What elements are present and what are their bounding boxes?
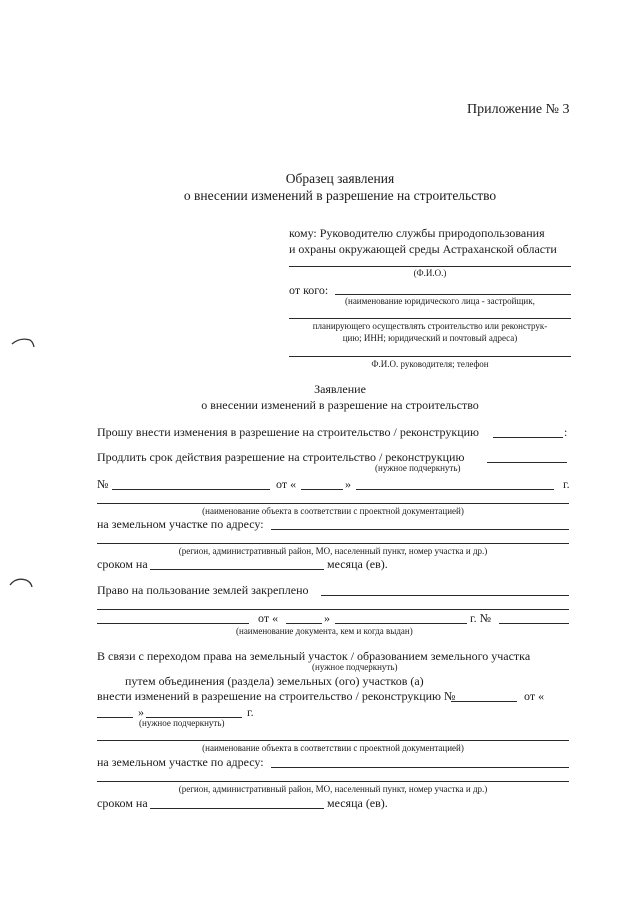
scan-mark-2 [8, 575, 34, 589]
doc-year-number-label: г. № [470, 611, 492, 625]
document-subtitle: о внесении изменений в разрешение на строительство [183, 188, 497, 203]
plot-address-label: на земельном участке по адресу: [97, 517, 264, 531]
fio-caption: (Ф.И.О.) [413, 268, 447, 278]
underline-hint-2: (нужное подчеркнуть) [312, 662, 398, 672]
amend-year-label: г. [247, 705, 254, 719]
annex-label: Приложение № 3 [467, 102, 570, 117]
land-right-field-line [321, 595, 569, 596]
doc-month-field-line [335, 623, 467, 624]
document-title: Образец заявления [285, 171, 395, 186]
document-caption: (наименование документа, кем и когда выдан) [236, 626, 413, 636]
statement-subheading: о внесении изменений в разрешение на строительство [201, 398, 479, 412]
addressee-line2: и охраны окружающей среды Астраханской области [289, 242, 557, 256]
doc-number-field-line [499, 623, 569, 624]
day-field-line [301, 489, 343, 490]
number-field-line [112, 489, 270, 490]
amend-day-field-line [97, 717, 133, 718]
object-caption-1: (наименование объекта в соответствии с проектной документацией) [202, 506, 464, 516]
transfer-text: В связи с переходом права на земельный участок / образованием земельного участка [97, 649, 531, 663]
object-field-line-2 [97, 740, 569, 741]
ask-field-line [493, 437, 563, 438]
scan-mark-1 [10, 335, 36, 349]
date-open-quote: от « [276, 477, 297, 491]
from-caption-3: цию; ИНН; юридический и почтовый адреса) [342, 333, 518, 343]
ask-colon: : [564, 425, 568, 439]
region-caption-2: (регион, административный район, МО, населенный пункт, номер участка и др.) [178, 784, 488, 794]
months-label: месяца (ев). [327, 557, 388, 571]
months-label-2: месяца (ев). [327, 796, 388, 810]
term-field-line [150, 569, 324, 570]
month-field-line [356, 489, 554, 490]
amend-date-open-quote: от « [524, 689, 545, 703]
document-name-field-line [97, 623, 249, 624]
extend-field-line [487, 462, 567, 463]
from-caption-2: планирующего осуществлять строительство или реконструк- [312, 321, 548, 331]
term-label: сроком на [97, 557, 148, 571]
term2-field-line [150, 808, 324, 809]
ask-text: Прошу внести изменения в разрешение на строительство / реконструкцию [97, 425, 480, 439]
plot-address2-field-line [271, 767, 569, 768]
head-caption: Ф.И.О. руководителя; телефон [371, 359, 489, 369]
fio-field-line [289, 266, 571, 267]
plot-address-label-2: на земельном участке по адресу: [97, 755, 264, 769]
extend-text: Продлить срок действия разрешение на строительство / реконструкцию [97, 450, 465, 464]
plot-address-field-line [271, 529, 569, 530]
underline-hint-1: (нужное подчеркнуть) [375, 463, 461, 473]
object-field-line-1 [97, 503, 569, 504]
term-label-2: сроком на [97, 796, 148, 810]
addressee-line1: кому: Руководителю службы природопользования [289, 226, 545, 240]
statement-heading: Заявление [314, 382, 366, 396]
land-right-text: Право на пользование землей закреплено [97, 583, 309, 597]
object-caption-2: (наименование объекта в соответствии с проектной документацией) [202, 743, 464, 753]
doc-day-field-line [286, 623, 322, 624]
number-label: № [97, 477, 109, 491]
plot-address-field-line-2 [97, 543, 569, 544]
from-label: от кого: [289, 283, 329, 297]
doc-date-open-quote: от « [258, 611, 279, 625]
amend-text: внести изменений в разрешение на строительство / реконструкцию № [97, 689, 456, 703]
head-field-line [289, 356, 571, 357]
date-close-quote: » [345, 477, 351, 491]
amend-date-close-quote: » [138, 705, 144, 719]
from-field-line [335, 294, 571, 295]
region-caption-1: (регион, административный район, МО, населенный пункт, номер участка и др.) [178, 546, 488, 556]
year-label: г. [563, 477, 570, 491]
from-caption-1: (наименование юридического лица - застройщик, [345, 296, 535, 306]
underline-hint-3: (нужное подчеркнуть) [139, 718, 225, 728]
from-field-line-2 [289, 318, 571, 319]
land-right-field-line-2 [97, 609, 569, 610]
plot-address2-field-line-2 [97, 781, 569, 782]
doc-date-close-quote: » [324, 611, 330, 625]
amend-number-field-line [451, 701, 517, 702]
merge-text: путем объединения (раздела) земельных (ого) участков (а) [125, 674, 424, 688]
